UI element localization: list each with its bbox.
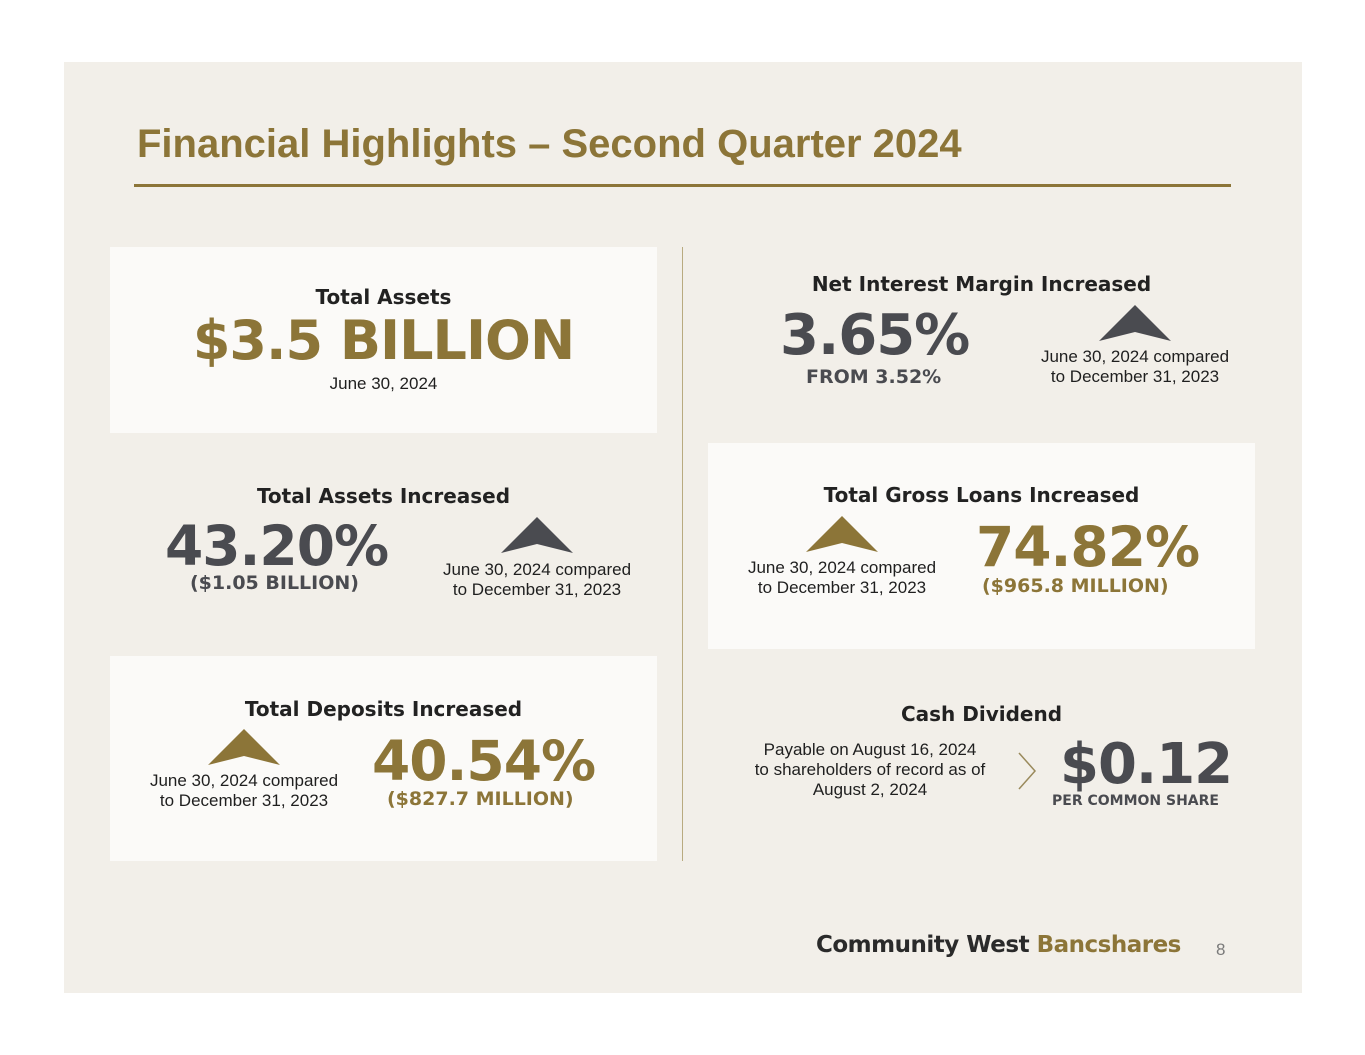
total-gross-loans-panel bbox=[708, 443, 1255, 649]
title-underline bbox=[134, 184, 1231, 187]
tai-compare bbox=[432, 560, 642, 600]
tgl-compare-line2: to December 31, 2023 bbox=[757, 578, 927, 597]
cd-line3: August 2, 2024 bbox=[812, 780, 928, 799]
page-title: Financial Highlights – Second Quarter 2024 bbox=[137, 122, 962, 166]
tgl-title: Total Gross Loans Increased bbox=[823, 483, 1140, 507]
up-arrow-icon bbox=[208, 729, 280, 765]
nim-title: Net Interest Margin Increased bbox=[811, 272, 1152, 296]
nim-compare-line2: to December 31, 2023 bbox=[1050, 367, 1220, 386]
brand-logo bbox=[816, 932, 1181, 958]
tdi-compare bbox=[139, 771, 349, 811]
tai-compare-line2: to December 31, 2023 bbox=[452, 580, 622, 599]
vertical-divider bbox=[682, 247, 683, 861]
up-arrow-icon bbox=[501, 517, 573, 553]
tdi-compare-line1: June 30, 2024 compared bbox=[149, 771, 339, 790]
cd-line1: Payable on August 16, 2024 bbox=[763, 740, 977, 759]
tgl-compare bbox=[737, 558, 947, 598]
brand-name-part2: Bancshares bbox=[1036, 932, 1181, 958]
cd-line2: to shareholders of record as of bbox=[754, 760, 986, 779]
cd-value: $0.12 bbox=[1060, 732, 1233, 797]
slide bbox=[64, 62, 1302, 993]
cd-title: Cash Dividend bbox=[900, 702, 1063, 726]
total-assets-title: Total Assets bbox=[315, 285, 452, 309]
total-deposits-panel bbox=[110, 656, 657, 861]
nim-compare-line1: June 30, 2024 compared bbox=[1040, 347, 1230, 366]
tdi-compare-line2: to December 31, 2023 bbox=[159, 791, 329, 810]
total-assets-value: $3.5 BILLION bbox=[192, 309, 575, 372]
nim-value: 3.65% bbox=[780, 303, 970, 368]
tgl-compare-line1: June 30, 2024 compared bbox=[747, 558, 937, 577]
tai-title: Total Assets Increased bbox=[256, 484, 511, 508]
up-arrow-icon bbox=[1099, 305, 1171, 341]
net-interest-margin-panel bbox=[708, 262, 1255, 402]
tdi-title: Total Deposits Increased bbox=[244, 697, 523, 721]
up-arrow-icon bbox=[806, 516, 878, 552]
tdi-sub: ($827.7 MILLION) bbox=[387, 788, 574, 810]
total-assets-increased-panel bbox=[110, 472, 657, 622]
page-number: 8 bbox=[1216, 940, 1226, 959]
total-assets-date: June 30, 2024 bbox=[329, 374, 438, 393]
tgl-sub: ($965.8 MILLION) bbox=[982, 575, 1169, 597]
cd-sub: PER COMMON SHARE bbox=[1052, 793, 1219, 809]
tai-value: 43.20% bbox=[165, 514, 389, 578]
cd-payable-text bbox=[730, 740, 1010, 800]
total-assets-panel bbox=[110, 247, 657, 433]
tai-compare-line1: June 30, 2024 compared bbox=[442, 560, 632, 579]
tdi-value: 40.54% bbox=[372, 729, 596, 793]
tgl-value: 74.82% bbox=[976, 515, 1200, 579]
nim-sub: FROM 3.52% bbox=[806, 366, 942, 388]
cash-dividend-panel bbox=[708, 690, 1255, 850]
tai-sub: ($1.05 BILLION) bbox=[190, 572, 359, 594]
nim-compare bbox=[1030, 347, 1240, 387]
chevron-right-icon bbox=[1017, 752, 1037, 790]
brand-name-part1: Community West bbox=[816, 932, 1030, 958]
